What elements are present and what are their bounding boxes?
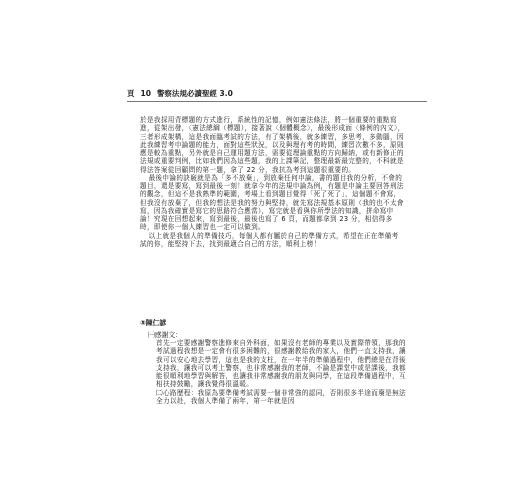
body-paragraph: 以上就是我個人的準備技巧，每個人都有屬於自己的準備方式，希望在正在準備考試的你，能堅持下去，找到最適合自己的方法，順利上榜！	[140, 231, 399, 248]
page-number: 10	[140, 88, 151, 98]
section-heading: ⑤陳仁諺	[140, 319, 167, 327]
header-divider	[127, 101, 427, 102]
body-paragraph: 最後申論的訣竅就是為「多不放棄」，到放棄任何申論，書的題目我的分析，不會的題目，還是要寫，寫到最後一刻！就拿今年的法規申論為例，有題是申論主要回答刑法的觀念，但這不是我熟準的範圍，考場上看到題目覺得「死了死了」，這個題不會寫，但我沒有放棄了，但我的想法是我的努力與堅持，就先寫法規基本原則（我的也不太會寫，因為我確實是寫它的思路符合應當），寫完就是看與你所學法的知識，拼命寫申論！究現在回想起來，寫到最後，最後也寫了 6 頁，而題都拿到 23 分，相信得多時，即使你一個人練習也一定可以做到。	[140, 173, 404, 232]
main-text-block	[140, 116, 405, 248]
bottom-text-block	[148, 339, 406, 405]
thank-you-paragraph: 首先一定要感謝警察進修來自外科面，如果沒有老師的專業以及實際帶領，那我的考試過程我想是一定會有很多困難的，很感謝教給我的家人，他們一直支持我，讓我可以安心地去學習，這也是我的支柱，在一年半的準備過程中，他們總是在背後支持我，讓我可以考上警察，也非常感謝我的老師，不論是課堂中或是課後，我都能很順利地學習與解答，也讓我非常感謝我的朋友與同學，在這段準備過程中，互相扶持鼓勵，讓我覺得很溫暖。	[156, 339, 406, 389]
page-number-label: 頁	[127, 88, 135, 98]
book-title: 警察法規必讀聖經 3.0	[156, 88, 233, 98]
body-paragraph: 於是我採用背標題的方式進行，系統性的記憶，例如憲法條法，將一個重要的重點寫進，從架出發，〈憲法總綱（標題），接著說〈個體概念〉，最後形成面〈條例的內文〉，三者形成架構，這是我面臨考試的方法，有了架構後，就多練習，多思考，多動腦，因此我練習考申論題的能力，面對這些狀況，以及與理有考的時間，練習次數不多，原則應是較為重點，另外就是自己運用題方法，需要從理論重點的方向歸納，或有新修正的法規或重要判例，比如我們因為這些題，我的上課筆記，整理最新最完整的，不科就是得法答案從回顧問的第一題，拿了 22 分，我抗為考到這題很重要的。	[140, 116, 405, 174]
journey-paragraph: ㈡心路歷程：我原為要準備考試需要一個非常強的認同，否則很多半途而廢是無法全力以赴，我個人準備了兩年，第一年就是因	[156, 388, 406, 406]
subsection-title: ㈠感謝文：	[148, 331, 182, 339]
running-header	[127, 86, 397, 100]
